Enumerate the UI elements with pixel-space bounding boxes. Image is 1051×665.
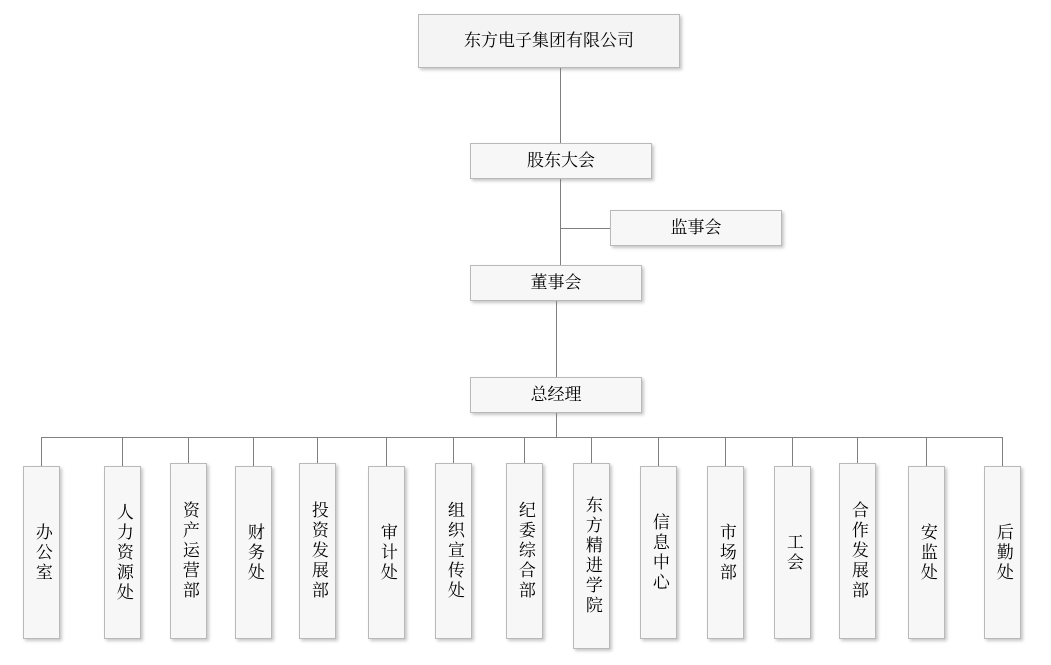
node-department-label: 资产运营部 [179, 501, 199, 601]
node-department [235, 466, 272, 639]
node-department-label: 财务处 [244, 522, 264, 583]
node-department-label: 纪委综合部 [515, 501, 535, 601]
node-shareholders-label: 股东大会 [527, 150, 595, 170]
drop-line-11 [792, 437, 793, 466]
node-department-label: 东方精进学院 [582, 496, 602, 616]
drop-line-0 [41, 437, 42, 466]
node-department-label: 投资发展部 [308, 501, 328, 601]
node-general-manager [470, 377, 642, 413]
node-department-label: 办公室 [32, 522, 52, 583]
node-department [774, 466, 811, 639]
node-department-label: 审计处 [377, 522, 397, 583]
node-department [170, 463, 207, 639]
node-department [506, 463, 543, 639]
drop-line-5 [386, 437, 387, 466]
node-department-label: 合作发展部 [848, 501, 868, 601]
node-board-label: 董事会 [530, 272, 582, 292]
node-board [470, 265, 642, 301]
drop-line-4 [317, 437, 318, 466]
drop-line-10 [725, 437, 726, 466]
node-shareholders [470, 143, 652, 179]
drop-line-8 [591, 437, 592, 466]
node-department-label: 工会 [783, 532, 803, 573]
node-department-label: 信息中心 [649, 512, 669, 593]
node-department [839, 463, 876, 639]
node-company [418, 14, 680, 68]
drop-line-9 [658, 437, 659, 466]
node-supervisors-label: 监事会 [670, 217, 722, 237]
node-department [368, 466, 405, 639]
drop-line-6 [453, 437, 454, 466]
node-department-label: 市场部 [716, 522, 736, 583]
drop-line-12 [857, 437, 858, 466]
connector-board-supervisors [560, 228, 610, 229]
connector-manager-bus [556, 413, 557, 437]
node-department [707, 466, 744, 639]
node-department-label: 安监处 [917, 522, 937, 583]
node-department [23, 466, 60, 639]
node-department [908, 466, 945, 639]
drop-line-2 [188, 437, 189, 466]
node-supervisors [610, 210, 782, 246]
node-department [299, 463, 336, 639]
node-department [640, 466, 677, 639]
drop-line-13 [926, 437, 927, 466]
node-department [435, 463, 472, 639]
node-department-label: 组织宣传处 [444, 501, 464, 601]
node-department [573, 463, 610, 649]
node-department-label: 后勤处 [993, 522, 1013, 583]
connector-board-manager [556, 301, 557, 377]
drop-line-14 [1002, 437, 1003, 466]
node-general-manager-label: 总经理 [530, 384, 582, 404]
drop-line-7 [524, 437, 525, 466]
node-department-label: 人力资源处 [113, 502, 133, 603]
connector-company-shareholders [560, 68, 561, 143]
node-department [984, 466, 1021, 639]
department-bus [41, 437, 1003, 438]
connector-shareholders-board [560, 179, 561, 265]
drop-line-3 [253, 437, 254, 466]
node-department [104, 466, 141, 639]
drop-line-1 [122, 437, 123, 466]
node-company-label: 东方电子集团有限公司 [464, 30, 634, 50]
